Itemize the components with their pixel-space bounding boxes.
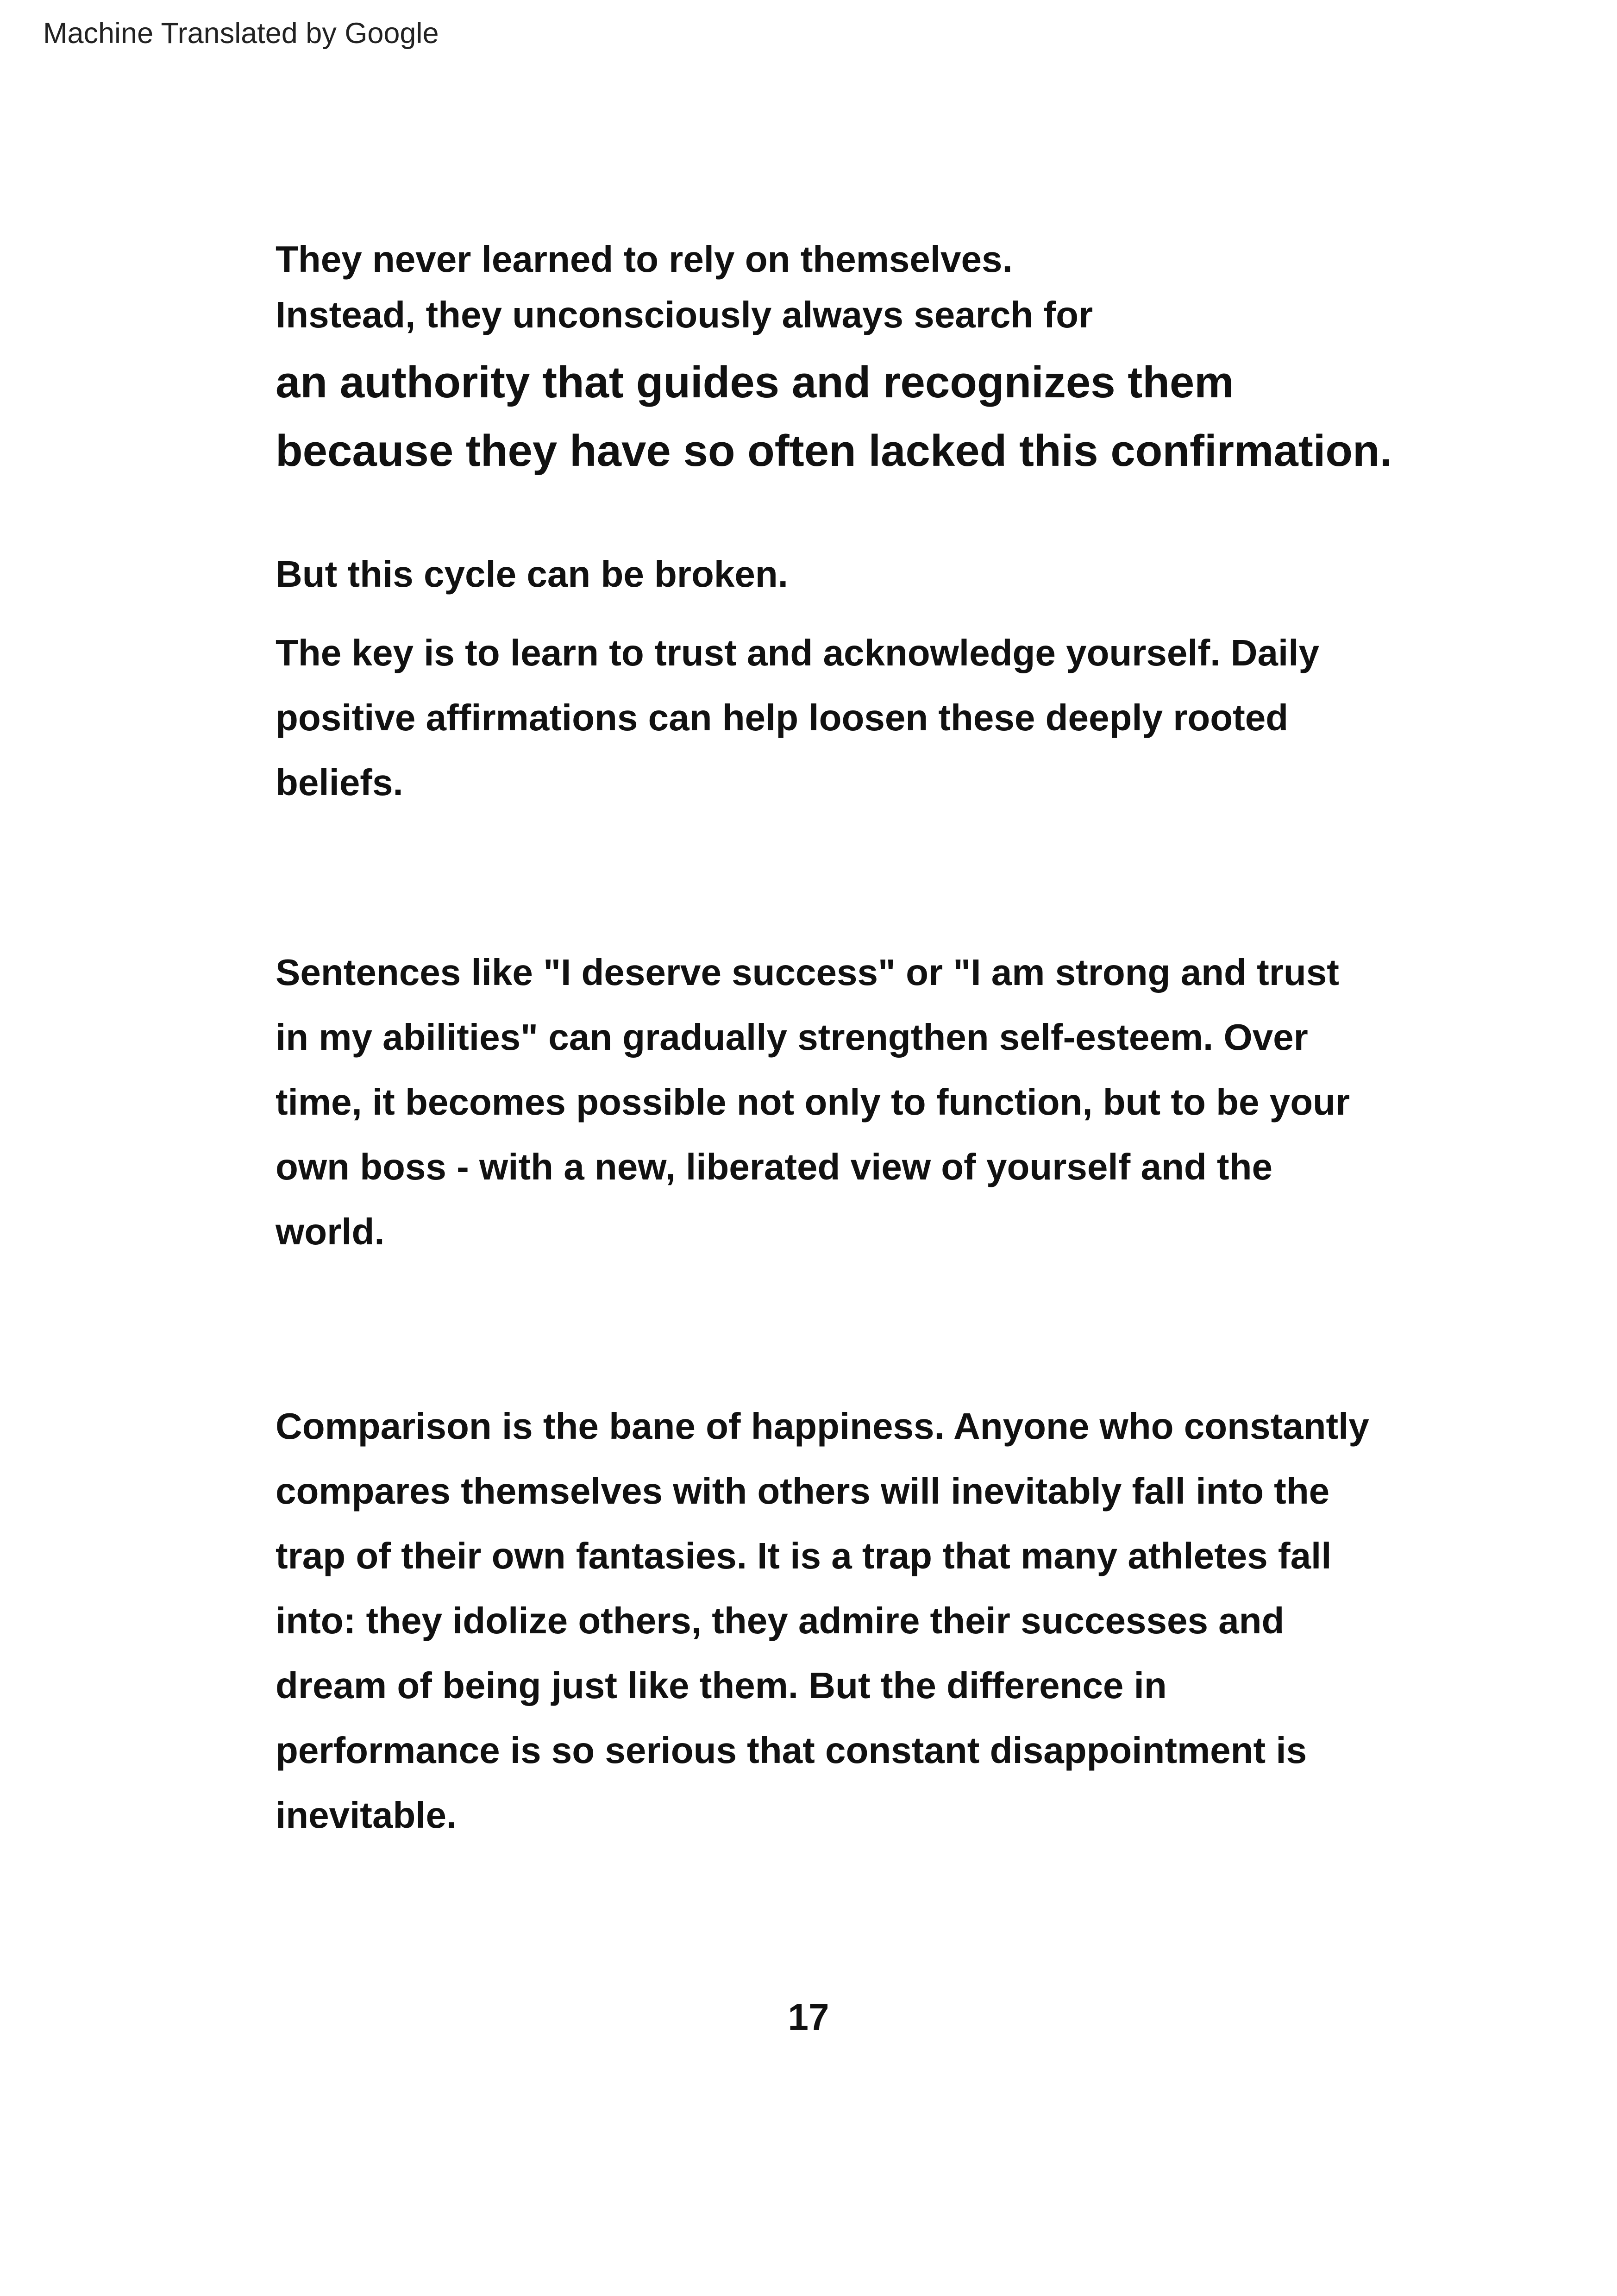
text-line: They never learned to rely on themselves. (276, 238, 1013, 280)
text-line: own boss - with a new, liberated view of yourself and the (276, 1146, 1272, 1187)
machine-translation-banner: Machine Translated by Google (43, 17, 439, 50)
text-line: Instead, they unconsciously always search for (276, 294, 1093, 335)
text-line: in my abilities" can gradually strengthen self-esteem. Over (276, 1016, 1308, 1058)
text-line: world. (276, 1211, 385, 1252)
text-line: Comparison is the bane of happiness. Anyone who constantly (276, 1405, 1369, 1447)
text-line: inevitable. (276, 1794, 457, 1836)
text-line: The key is to learn to trust and acknowledge yourself. Daily (276, 632, 1319, 673)
paragraph-comparison (276, 1394, 1387, 1848)
paragraph-affirmations (276, 940, 1387, 1264)
text-line: But this cycle can be broken. (276, 553, 788, 595)
text-line: Sentences like "I deserve success" or "I am strong and trust (276, 952, 1339, 993)
text-line: beliefs. (276, 762, 403, 803)
text-line: dream of being just like them. But the difference in (276, 1665, 1167, 1706)
text-line: an authority that guides and recognizes them (276, 358, 1234, 407)
page-number: 17 (788, 1996, 829, 2038)
text-line: time, it becomes possible not only to function, but to be your (276, 1081, 1350, 1123)
paragraph-cycle (276, 546, 1387, 815)
text-line: trap of their own fantasies. It is a trap that many athletes fall (276, 1535, 1332, 1576)
text-line: compares themselves with others will inevitably fall into the (276, 1470, 1330, 1512)
text-line: performance is so serious that constant disappointment is (276, 1730, 1307, 1771)
text-line: because they have so often lacked this confirmation. (276, 426, 1392, 476)
text-line: into: they idolize others, they admire their successes and (276, 1600, 1285, 1641)
text-line: positive affirmations can help loosen these deeply rooted (276, 697, 1289, 738)
paragraph-authority (276, 232, 1392, 485)
